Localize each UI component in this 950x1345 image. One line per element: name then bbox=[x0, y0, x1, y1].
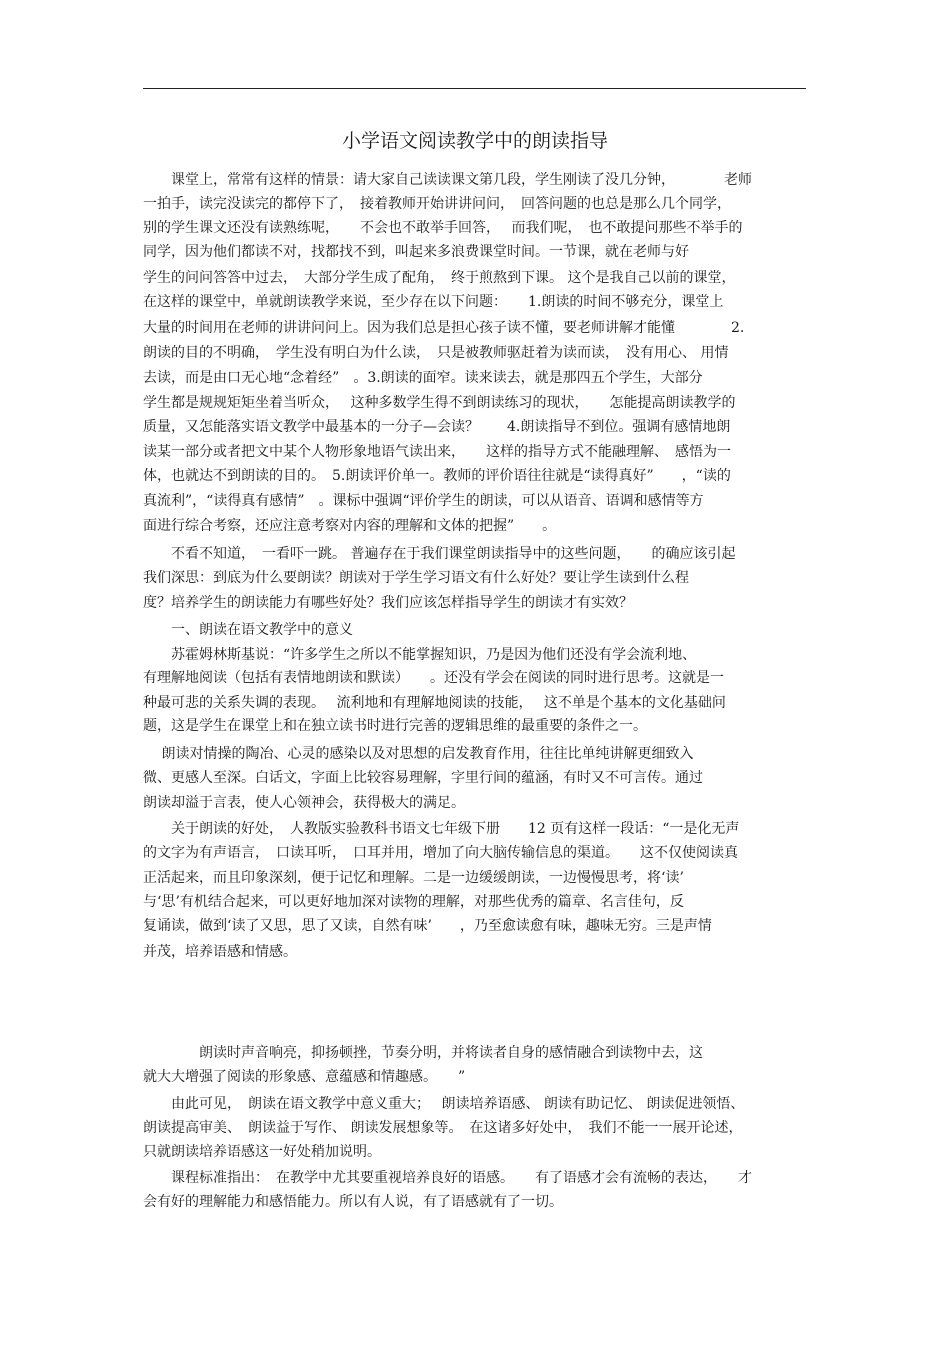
text-line: 复诵读，做到‘读了又思，思了又读，自然有味’ ，乃至愈读愈有味，趣味无穷。三是声情 bbox=[143, 918, 712, 934]
top-rule bbox=[143, 88, 806, 89]
text-line: 学生的问问答答中过去， 大部分学生成了配角， 终于煎熬到下课。 这个是我自己以前的课堂， bbox=[143, 270, 736, 286]
text-line: 我们深思：到底为什么要朗读？朗读对于学生学习语文有什么好处？要让学生读到什么程 bbox=[143, 570, 689, 586]
text-line: 真流利”，“读得真有感情” 。课标中强调“评价学生的朗读，可以从语音、语调和感情等方 bbox=[143, 493, 704, 509]
section-heading: 一、朗读在语文教学中的意义 bbox=[143, 622, 353, 638]
text-line: 体，也就达不到朗读的目的。 5.朗读评价单一。教师的评价语往往就是“读得真好” ，“读的 bbox=[143, 468, 731, 484]
text-line: 同学，因为他们都读不对，找都找不到，叫起来多浪费课堂时间。一节课，就在老师与好 bbox=[143, 244, 689, 260]
text-line: 题，这是学生在课堂上和在独立读书时进行完善的逻辑思维的最重要的条件之一。 bbox=[143, 718, 647, 734]
text-line: 在这样的课堂中，单就朗读教学来说，至少存在以下问题： 1.朗读的时间不够充分，课堂上 bbox=[143, 294, 724, 310]
text-line: 朗读提高审美、 朗读益于写作、 朗读发展想象等。 在这诸多好处中， 我们不能一一展开论述， bbox=[143, 1120, 743, 1136]
text-line: 由此可见， 朗读在语文教学中意义重大； 朗读培养语感、 朗读有助记忆、 朗读促进领悟、 bbox=[143, 1096, 745, 1112]
text-line: 就大大增强了阅读的形象感、意蕴感和情趣感。 ” bbox=[143, 1069, 466, 1085]
text-line: 一拍手，读完没读完的都停下了， 接着教师开始讲讲问问， 回答问题的也总是那么几个同学， bbox=[143, 196, 731, 212]
text-line: 读某一部分或者把文中某个人物形象地语气读出来， 这样的指导方式不能融理解、 感悟为一 bbox=[143, 444, 731, 460]
text-line: 关于朗读的好处， 人教版实验教科书语文七年级下册 12 页有这样一段话：“一是化无声 bbox=[143, 821, 740, 837]
text-line: 有理解地阅读（包括有表情地朗读和默读） 。还没有学会在阅读的同时进行思考。这就是一 bbox=[143, 670, 724, 686]
text-line: 微、更感人至深。白话文，字面上比较容易理解，字里行间的蕴涵，有时又不可言传。通过 bbox=[143, 770, 703, 786]
text-line: 朗读对情操的陶冶、心灵的感染以及对思想的启发教育作用，往往比单纯讲解更细致入 bbox=[143, 746, 694, 762]
page-title: 小学语文阅读教学中的朗读指导 bbox=[341, 130, 608, 152]
text-line: 朗读的目的不明确， 学生没有明白为什么读， 只是被教师驱赶着为读而读， 没有用心、 用情 bbox=[143, 345, 729, 361]
text-line: 课堂上，常常有这样的情景：请大家自己读读课文第几段，学生刚读了没几分钟， 老师 bbox=[143, 172, 752, 188]
text-line: 正活起来，而且印象深刻，便于记忆和理解。二是一边缓缓朗读，一边慢慢思考，将‘读’ bbox=[143, 870, 684, 886]
text-line: 去读，而是由口无心地“念着经” 。3.朗读的面窄。读来读去，就是那四五个学生，大部分 bbox=[143, 370, 703, 386]
text-line: 朗读时声音响亮，抑扬顿挫，节奏分明，并将读者自身的感情融合到读物中去，这 bbox=[143, 1045, 703, 1061]
text-line: 别的学生课文还没有读熟练呢， 不会也不敢举手回答， 而我们呢， 也不敢提问那些不举手的 bbox=[143, 220, 743, 236]
text-line: 朗读却溢于言表，使人心领神会，获得极大的满足。 bbox=[143, 795, 465, 811]
text-line: 课程标准指出： 在教学中尤其要重视培养良好的语感。 有了语感才会有流畅的表达， 才 bbox=[143, 1170, 752, 1186]
text-line: 度？培养学生的朗读能力有哪些好处？我们应该怎样指导学生的朗读才有实效？ bbox=[143, 595, 633, 611]
text-line: 不看不知道， 一看吓一跳。 普遍存在于我们课堂朗读指导中的这些问题， 的确应该引起 bbox=[143, 546, 736, 562]
text-line: 苏霍姆林斯基说：“许多学生之所以不能掌握知识，乃是因为他们还没有学会流利地、 bbox=[143, 647, 697, 663]
text-line: 学生都是规规矩矩坐着当听众， 这种多数学生得不到朗读练习的现状， 怎能提高朗读教学的 bbox=[143, 395, 736, 411]
text-line: 大量的时间用在老师的讲讲问问上。因为我们总是担心孩子读不懂，要老师讲解才能懂 2. bbox=[143, 320, 745, 336]
text-line: 质量，又怎能落实语文教学中最基本的一分子—会读？ 4.朗读指导不到位。强调有感情地朗 bbox=[143, 419, 731, 435]
text-line: 种最可悲的关系失调的表现。 流利地和有理解地阅读的技能， 这不单是个基本的文化基础问 bbox=[143, 695, 726, 711]
text-line: 会有好的理解能力和感悟能力。所以有人说，有了语感就有了一切。 bbox=[143, 1194, 563, 1210]
text-line: 的文字为有声语言， 口读耳听， 口耳并用，增加了向大脑传输信息的渠道。 这不仅使阅读真 bbox=[143, 845, 738, 861]
text-line: 面进行综合考察，还应注意考察对内容的理解和文体的把握” 。 bbox=[143, 518, 557, 534]
text-line: 并茂，培养语感和情感。 bbox=[143, 944, 297, 960]
text-line: 只就朗读培养语感这一好处稍加说明。 bbox=[143, 1144, 381, 1160]
text-line: 与‘思’有机结合起来，可以更好地加深对读物的理解，对那些优秀的篇章、名言佳句，反 bbox=[143, 894, 684, 910]
